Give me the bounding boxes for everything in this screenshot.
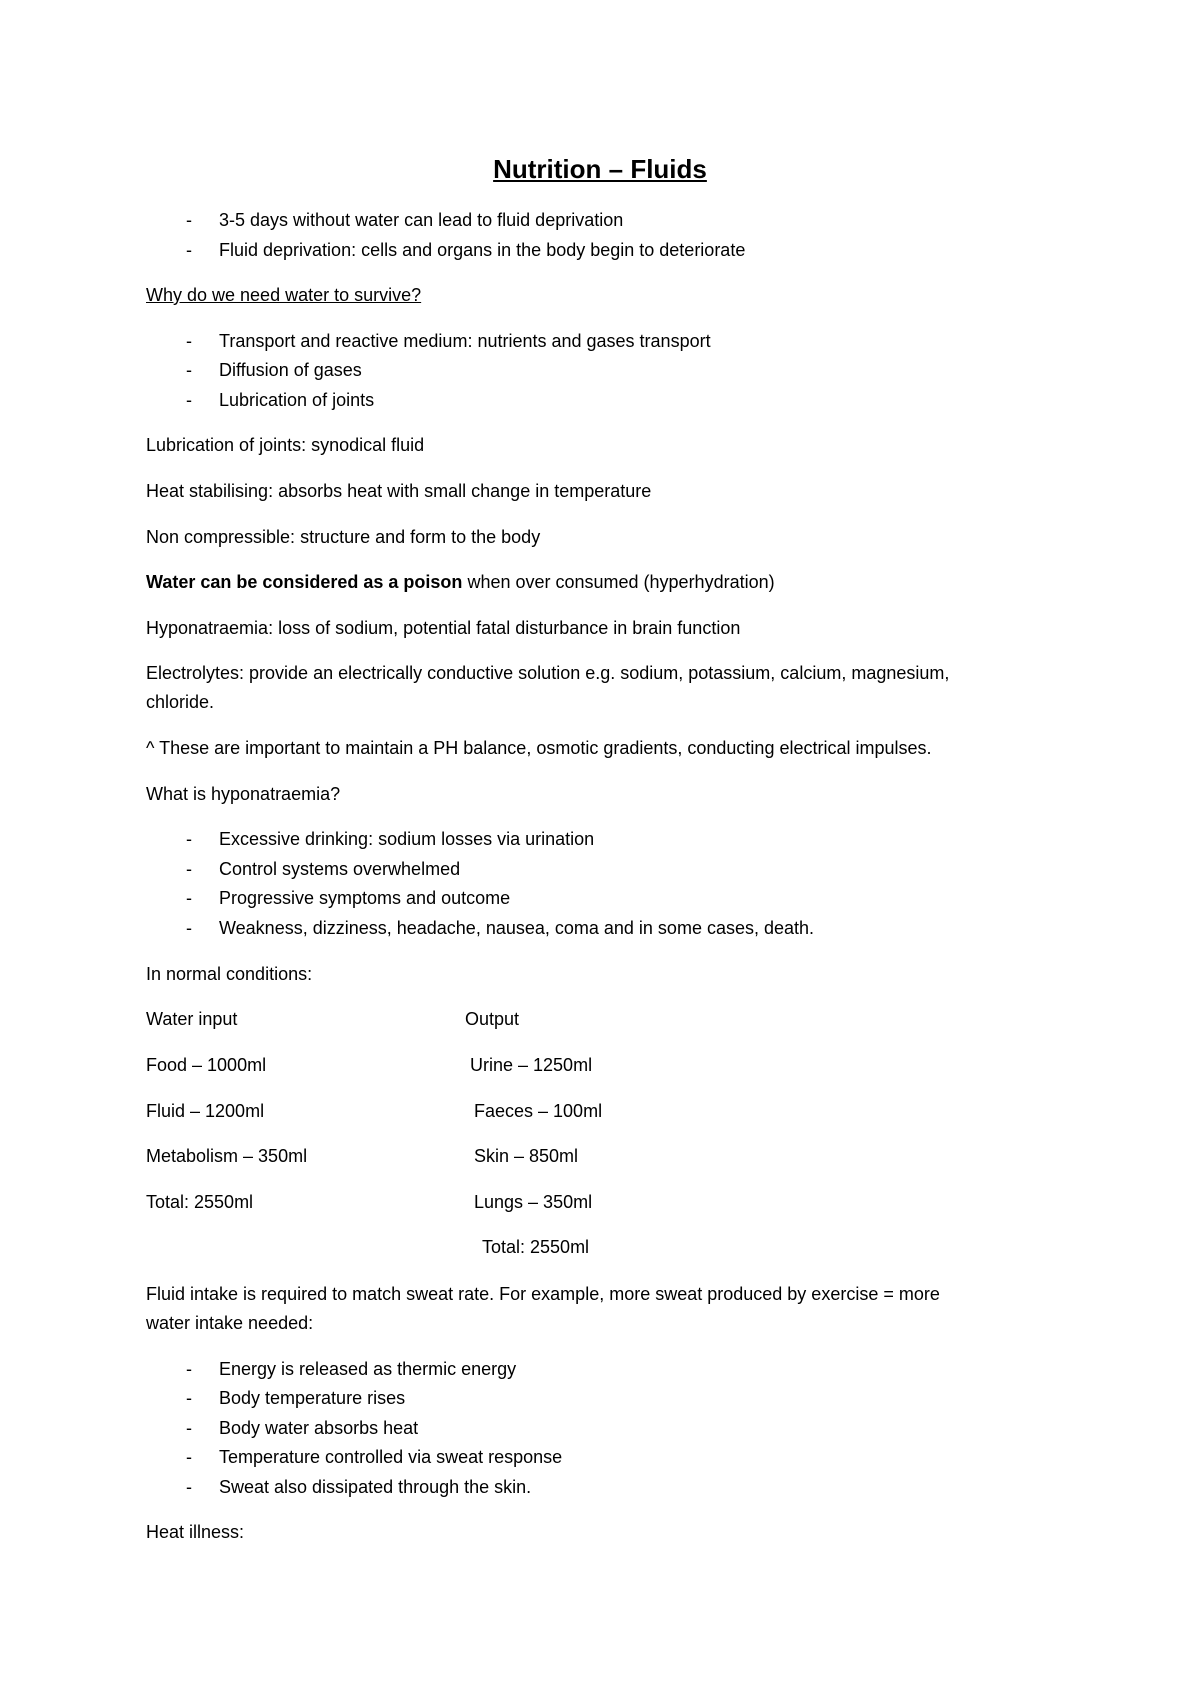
para-intake-line-1: Fluid intake is required to match sweat rate. For example, more sweat produced by exercise = more	[146, 1284, 940, 1304]
input-header: Water input	[146, 1009, 238, 1029]
hypo-bullet-3: Progressive symptoms and outcome	[219, 888, 511, 908]
intro-bullet-1: 3-5 days without water can lead to fluid deprivation	[219, 210, 624, 230]
para-lubrication: Lubrication of joints: synodical fluid	[146, 435, 425, 455]
output-total: Total: 2550ml	[482, 1237, 590, 1257]
output-row: Urine – 1250ml	[470, 1055, 593, 1075]
bullet-marker: -	[186, 888, 192, 908]
bullet-marker: -	[186, 918, 192, 938]
what-hyponatraemia: What is hyponatraemia?	[146, 784, 341, 804]
output-row: Faeces – 100ml	[474, 1101, 603, 1121]
intro-bullet-2: Fluid deprivation: cells and organs in the body begin to deteriorate	[219, 240, 746, 260]
bullet-marker: -	[186, 829, 192, 849]
para-noncompressible: Non compressible: structure and form to the body	[146, 527, 541, 547]
bullet-marker: -	[186, 1359, 192, 1379]
why-heading: Why do we need water to survive?	[146, 285, 422, 305]
hypo-bullet-4: Weakness, dizziness, headache, nausea, coma and in some cases, death.	[219, 918, 815, 938]
output-row: Skin – 850ml	[474, 1146, 579, 1166]
para-important: ^ These are important to maintain a PH balance, osmotic gradients, conducting electrical impulses.	[146, 738, 932, 758]
intake-bullet-4: Temperature controlled via sweat response	[219, 1447, 563, 1467]
bullet-marker: -	[186, 331, 192, 351]
bullet-marker: -	[186, 360, 192, 380]
why-bullet-3: Lubrication of joints	[219, 390, 375, 410]
para-heat: Heat stabilising: absorbs heat with small change in temperature	[146, 481, 652, 501]
para-electrolytes-line-2: chloride.	[146, 692, 215, 712]
input-total: Total: 2550ml	[146, 1192, 254, 1212]
why-bullet-2: Diffusion of gases	[219, 360, 362, 380]
poison-rest-text: when over consumed (hyperhydration)	[462, 572, 775, 592]
hypo-bullet-1: Excessive drinking: sodium losses via urination	[219, 829, 595, 849]
page-title: Nutrition – Fluids	[493, 154, 707, 184]
heat-illness-heading: Heat illness:	[146, 1522, 245, 1542]
bullet-marker: -	[186, 240, 192, 260]
input-row: Food – 1000ml	[146, 1055, 267, 1075]
output-row: Lungs – 350ml	[474, 1192, 593, 1212]
para-electrolytes-line-1: Electrolytes: provide an electrically conductive solution e.g. sodium, potassium, calcium, magnesium,	[146, 663, 950, 683]
poison-bold-text: Water can be considered as a poison	[146, 572, 463, 592]
intake-bullet-5: Sweat also dissipated through the skin.	[219, 1477, 532, 1497]
bullet-marker: -	[186, 1418, 192, 1438]
para-intake-line-2: water intake needed:	[146, 1313, 314, 1333]
bullet-marker: -	[186, 859, 192, 879]
bullet-marker: -	[186, 1447, 192, 1467]
bullet-marker: -	[186, 390, 192, 410]
why-bullet-1: Transport and reactive medium: nutrients and gases transport	[219, 331, 711, 351]
intake-bullet-2: Body temperature rises	[219, 1388, 406, 1408]
output-header: Output	[465, 1009, 520, 1029]
hypo-bullet-2: Control systems overwhelmed	[219, 859, 461, 879]
bullet-marker: -	[186, 1388, 192, 1408]
bullet-marker: -	[186, 210, 192, 230]
intake-bullet-3: Body water absorbs heat	[219, 1418, 419, 1438]
bullet-marker: -	[186, 1477, 192, 1497]
input-row: Metabolism – 350ml	[146, 1146, 308, 1166]
para-poison	[146, 571, 775, 593]
para-hyponatraemia: Hyponatraemia: loss of sodium, potential fatal disturbance in brain function	[146, 618, 741, 638]
input-row: Fluid – 1200ml	[146, 1101, 265, 1121]
normal-conditions: In normal conditions:	[146, 964, 313, 984]
intake-bullet-1: Energy is released as thermic energy	[219, 1359, 517, 1379]
